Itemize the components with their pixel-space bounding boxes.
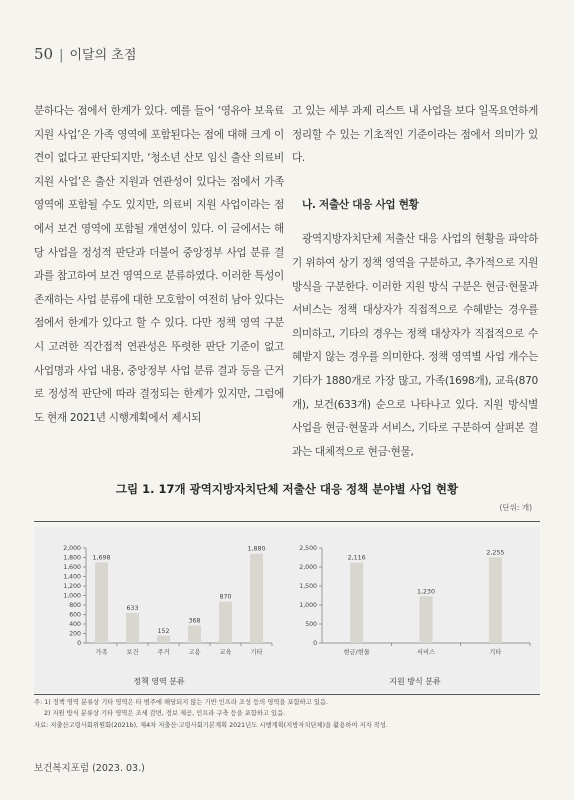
- data-label: 2,255: [486, 549, 505, 557]
- x-axis-title-right: 지원 방식 분류: [389, 677, 441, 686]
- y-tick-label: 1,000: [63, 592, 81, 600]
- data-label: 633: [126, 604, 139, 612]
- section-subheading: 나. 저출산 대응 사업 현황: [302, 198, 419, 211]
- y-tick-label: 200: [69, 630, 81, 638]
- x-tick-label: 기타: [489, 649, 502, 656]
- section-title: 이달의 초점: [69, 48, 137, 63]
- y-tick-label: 500: [305, 621, 317, 629]
- y-tick-label: 2,000: [299, 564, 317, 572]
- bar-서비스: [420, 596, 433, 643]
- data-label: 1,230: [416, 588, 436, 596]
- bar-기타: [489, 557, 502, 643]
- data-label: 870: [219, 593, 232, 601]
- x-tick-label: 주거: [157, 649, 170, 656]
- figure-title: 그림 1. 17개 광역지방자치단체 저출산 대응 정책 분야별 사업 현황: [115, 482, 459, 496]
- y-tick-label: 800: [69, 602, 81, 610]
- data-label: 1,880: [247, 545, 266, 553]
- data-label: 152: [157, 627, 170, 635]
- x-tick-label: 기타: [250, 649, 263, 656]
- note-line: 주: 1) 정책 영역 분류상 기타 영역은 타 범주에 해당되지 않는 기반 인프라 조성 등의 영역을 포함하고 있음.: [34, 699, 329, 706]
- bar-현금/현물: [350, 563, 363, 643]
- x-tick-label: 서비스: [416, 649, 436, 656]
- page-footer: 보건복지포럼 (2023. 03.): [34, 763, 145, 774]
- y-tick-label: 1,500: [299, 583, 317, 591]
- y-tick-label: 1,200: [63, 583, 81, 591]
- y-tick-label: 0: [313, 640, 317, 648]
- y-tick-label: 2,000: [63, 545, 81, 553]
- y-tick-label: 0: [77, 640, 81, 648]
- y-tick-label: 2,500: [299, 545, 317, 553]
- figure-bottom-rule: [34, 694, 540, 695]
- x-tick-label: 보건: [126, 649, 139, 656]
- x-tick-label: 교육: [219, 649, 232, 656]
- body-paragraph: 고 있는 세부 과제 리스트 내 사업을 보다 일목요연하게 정리할 수 있는 기초적인 기준이라는 점에서 의미가 있다.: [292, 105, 538, 165]
- header-separator: |: [59, 48, 64, 63]
- x-tick-label: 가족: [95, 649, 108, 656]
- note-line: 자료: 저출산고령사회위원회(2021b), 제4차 저출산·고령사회기본계획 2021년도 시행계획(지방자치단체)을 활용하여 저자 작성.: [34, 721, 388, 729]
- y-tick-label: 1,000: [299, 602, 317, 610]
- x-tick-label: 고용: [188, 649, 201, 656]
- y-tick-label: 600: [69, 611, 81, 619]
- x-tick-label: 현금/현물: [343, 649, 370, 656]
- data-label: 1,698: [92, 554, 111, 562]
- x-axis-title-left: 정책 영역 분류: [133, 677, 185, 686]
- figure-notes: [34, 697, 388, 731]
- note-line: 2) 지원 방식 분류상 기타 영역은 조세 감면, 정보 제공, 인프라 구축 등을 포함하고 있음.: [44, 710, 286, 718]
- body-paragraph: 광역지방자치단체 저출산 대응 사업의 현황을 파악하기 위하여 상기 정책 영역을 구분하고, 추가적으로 지원 방식을 구분한다. 이러한 지원 방식 구분은 현금·현물과 서비스는 정책 대상자가 직접적으로 수혜받는 경우를 의미하고, 기타의 경우는 정책 대상자가 직접적으로 수혜받지 않는 경우를 의미한다. 정책 영역별 사업 개수는 기타가 1880개로 가장 많고, 가족(1698개), 교육(870개), 보건(633개) 순으로 나타나고 있다. 지원 방식별 사업을 현금·현물과 서비스, 기타로 구분하여 살펴본 결과는 대체적으로 현금·현물,: [292, 233, 538, 458]
- data-label: 368: [188, 617, 201, 625]
- figure-unit: (단위: 개): [499, 503, 532, 512]
- body-paragraph: 분하다는 점에서 한계가 있다. 예를 들어 ‘영유아 보육료 지원 사업’은 가족 영역에 포함된다는 점에 대해 크게 이견이 없다고 판단되지만, ‘청소년 산모 임신 출산 의료비 지원 사업’은 출산 지원과 연관성이 있다는 점에서 가족 영역에 포함될 수도 있지만, 의료비 지원 사업이라는 점에서 보건 영역에 포함될 개연성이 있다. 이 글에서는 해당 사업을 정성적 판단과 더불어 중앙정부 사업 분류 결과를 참고하여 보건 영역으로 분류하였다. 이러한 특성이 존재하는 사업 분류에 대한 모호함이 여전히 남아 있다는 점에서 한계가 있다고 할 수 있다. 다만 정책 영역 구분 시 고려한 직간접적 연관성은 뚜렷한 판단 기준이 없고 사업명과 사업 내용, 중앙정부 사업 분류 결과 등을 근거로 정성적 판단에 따라 결정되는 한계가 있지만, 그럼에도 현재 2021년 시행계획에서 제시되: [34, 105, 284, 424]
- data-label: 2,116: [347, 554, 366, 562]
- y-tick-label: 1,600: [63, 564, 81, 572]
- y-tick-label: 1,800: [63, 554, 81, 562]
- y-tick-label: 400: [69, 621, 81, 629]
- y-tick-label: 1,400: [63, 573, 81, 581]
- page-number: 50: [34, 45, 54, 63]
